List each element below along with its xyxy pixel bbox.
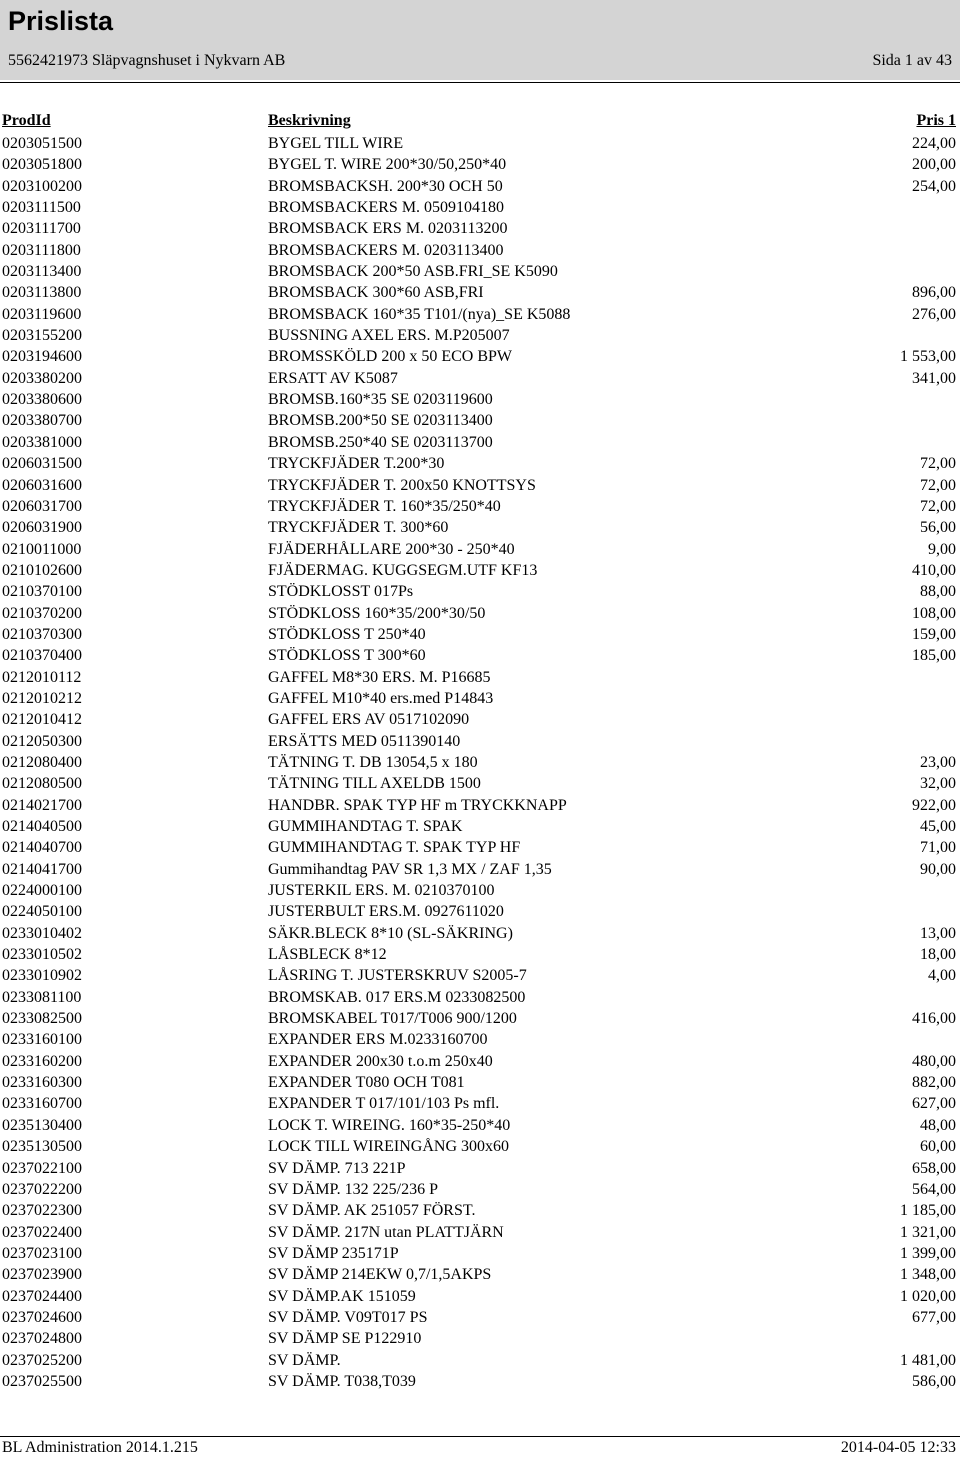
product-id-cell: 0237025500 bbox=[2, 1372, 82, 1390]
product-id-cell: 0203194600 bbox=[2, 348, 82, 366]
footer-timestamp: 2014-04-05 12:33 bbox=[840, 1439, 956, 1456]
description-cell: GAFFEL M10*40 ers.med P14843 bbox=[268, 689, 494, 707]
table-row bbox=[0, 944, 960, 965]
table-row bbox=[0, 987, 960, 1008]
price-cell: 1 020,00 bbox=[900, 1287, 956, 1305]
table-row bbox=[0, 346, 960, 367]
price-cell: 1 481,00 bbox=[900, 1351, 956, 1369]
product-id-cell: 0203051500 bbox=[2, 135, 82, 152]
product-id-cell: 0237025200 bbox=[2, 1351, 82, 1369]
price-cell: 922,00 bbox=[912, 796, 956, 814]
table-row bbox=[0, 176, 960, 197]
description-cell: BUSSNING AXEL ERS. M.P205007 bbox=[268, 327, 510, 345]
table-row bbox=[0, 325, 960, 346]
price-cell: 882,00 bbox=[912, 1074, 956, 1092]
product-id-cell: 0203113400 bbox=[2, 263, 82, 281]
table-row bbox=[0, 368, 960, 389]
table-row bbox=[0, 1093, 960, 1114]
product-id-cell: 0206031700 bbox=[2, 497, 82, 515]
table-row bbox=[0, 1029, 960, 1050]
table-row bbox=[0, 1072, 960, 1093]
price-cell: 159,00 bbox=[912, 625, 956, 643]
price-cell: 658,00 bbox=[912, 1159, 956, 1177]
description-cell: LÅSBLECK 8*12 bbox=[268, 946, 387, 964]
description-cell: GUMMIHANDTAG T. SPAK bbox=[268, 818, 463, 835]
table-row bbox=[0, 1222, 960, 1243]
page-number: Sida 1 av 43 bbox=[872, 52, 952, 69]
description-cell: FJÄDERHÅLLARE 200*30 - 250*40 bbox=[268, 540, 515, 558]
table-row bbox=[0, 901, 960, 922]
table-row bbox=[0, 282, 960, 303]
product-id-cell: 0212050300 bbox=[2, 732, 82, 750]
description-cell: BROMSBACK ERS M. 0203113200 bbox=[268, 220, 508, 238]
table-row bbox=[0, 880, 960, 901]
product-id-cell: 0210011000 bbox=[2, 540, 82, 558]
price-cell: 9,00 bbox=[928, 540, 956, 558]
description-cell: TRYCKFJÄDER T.200*30 bbox=[268, 455, 445, 473]
product-id-cell: 0206031600 bbox=[2, 476, 82, 494]
price-cell: 254,00 bbox=[912, 177, 956, 195]
table-row bbox=[0, 517, 960, 538]
price-cell: 72,00 bbox=[920, 476, 956, 494]
table-row bbox=[0, 816, 960, 837]
table-row bbox=[0, 603, 960, 624]
description-cell: ERSATT AV K5087 bbox=[268, 369, 398, 387]
description-cell: TRYCKFJÄDER T. 160*35/250*40 bbox=[268, 497, 501, 515]
product-id-cell: 0237023100 bbox=[2, 1244, 82, 1262]
price-cell: 410,00 bbox=[912, 561, 956, 579]
description-cell: ERSÄTTS MED 0511390140 bbox=[268, 732, 461, 750]
table-row bbox=[0, 1115, 960, 1136]
table-row bbox=[0, 1136, 960, 1157]
price-cell: 4,00 bbox=[928, 967, 956, 985]
product-id-cell: 0203155200 bbox=[2, 327, 82, 345]
description-cell: JUSTERBULT ERS.M. 0927611020 bbox=[268, 903, 504, 921]
product-id-cell: 0237024600 bbox=[2, 1308, 82, 1326]
table-row bbox=[0, 1286, 960, 1307]
description-cell: BROMSBACK 300*60 ASB,FRI bbox=[268, 284, 484, 302]
price-cell: 480,00 bbox=[912, 1052, 956, 1070]
price-cell: 32,00 bbox=[920, 775, 956, 793]
description-cell: SV DÄMP.AK 151059 bbox=[268, 1287, 416, 1305]
table-row bbox=[0, 1264, 960, 1285]
description-cell: SV DÄMP SE P122910 bbox=[268, 1330, 422, 1348]
price-cell: 13,00 bbox=[920, 924, 956, 942]
price-cell: 416,00 bbox=[912, 1010, 956, 1028]
table-row bbox=[0, 1243, 960, 1264]
page-title: Prislista bbox=[8, 6, 114, 36]
product-id-cell: 0203381000 bbox=[2, 433, 82, 451]
table-row bbox=[0, 453, 960, 474]
table-row bbox=[0, 496, 960, 517]
product-id-cell: 0203111500 bbox=[2, 199, 81, 217]
description-cell: HANDBR. SPAK TYP HF m TRYCKKNAPP bbox=[268, 796, 567, 814]
footer-divider bbox=[0, 1436, 960, 1437]
description-cell: BYGEL TILL WIRE bbox=[268, 135, 404, 152]
price-cell: 90,00 bbox=[920, 860, 956, 878]
table-row bbox=[0, 304, 960, 325]
product-id-cell: 0233160200 bbox=[2, 1052, 82, 1070]
description-cell: BROMSKABEL T017/T006 900/1200 bbox=[268, 1010, 517, 1028]
table-row bbox=[0, 1158, 960, 1179]
table-row bbox=[0, 133, 960, 154]
description-cell: GAFFEL ERS AV 0517102090 bbox=[268, 711, 470, 729]
description-cell: GUMMIHANDTAG T. SPAK TYP HF bbox=[268, 839, 521, 857]
product-id-cell: 0233160300 bbox=[2, 1074, 82, 1092]
product-id-cell: 0203111700 bbox=[2, 220, 81, 238]
product-id-cell: 0233010502 bbox=[2, 946, 82, 964]
table-row bbox=[0, 1008, 960, 1029]
table-row bbox=[0, 667, 960, 688]
table-row bbox=[0, 709, 960, 730]
price-cell: 23,00 bbox=[920, 753, 956, 771]
product-id-cell: 0203051800 bbox=[2, 156, 82, 174]
price-cell: 71,00 bbox=[920, 839, 956, 857]
table-header bbox=[0, 112, 960, 133]
price-cell: 60,00 bbox=[920, 1138, 956, 1156]
description-cell: BROMSSKÖLD 200 x 50 ECO BPW bbox=[268, 348, 513, 366]
description-cell: SV DÄMP 235171P bbox=[268, 1244, 399, 1262]
table-row bbox=[0, 965, 960, 986]
description-cell: SÄKR.BLECK 8*10 (SL-SÄKRING) bbox=[268, 924, 513, 942]
table-row bbox=[0, 261, 960, 282]
product-id-cell: 0214040700 bbox=[2, 839, 82, 857]
column-header-id: ProdId bbox=[2, 112, 51, 129]
product-id-cell: 0224000100 bbox=[2, 882, 82, 900]
description-cell: EXPANDER T080 OCH T081 bbox=[268, 1074, 465, 1092]
product-id-cell: 0224050100 bbox=[2, 903, 82, 921]
description-cell: GAFFEL M8*30 ERS. M. P16685 bbox=[268, 668, 491, 686]
product-id-cell: 0233082500 bbox=[2, 1010, 82, 1028]
product-id-cell: 0212010112 bbox=[2, 668, 82, 686]
price-cell: 72,00 bbox=[920, 455, 956, 473]
price-cell: 586,00 bbox=[912, 1372, 956, 1390]
price-cell: 564,00 bbox=[912, 1180, 956, 1198]
description-cell: SV DÄMP. T038,T039 bbox=[268, 1372, 416, 1390]
price-cell: 45,00 bbox=[920, 818, 956, 835]
table-row bbox=[0, 197, 960, 218]
product-id-cell: 0203380200 bbox=[2, 369, 82, 387]
product-id-cell: 0203100200 bbox=[2, 177, 82, 195]
table-row bbox=[0, 1350, 960, 1371]
description-cell: SV DÄMP. bbox=[268, 1351, 341, 1369]
product-id-cell: 0233160700 bbox=[2, 1095, 82, 1113]
description-cell: BROMSBACK 200*50 ASB.FRI_SE K5090 bbox=[268, 263, 558, 281]
title-bar bbox=[0, 0, 960, 80]
product-id-cell: 0210370400 bbox=[2, 647, 82, 665]
product-id-cell: 0206031900 bbox=[2, 519, 82, 537]
description-cell: STÖDKLOSS T 300*60 bbox=[268, 647, 426, 665]
price-cell: 677,00 bbox=[912, 1308, 956, 1326]
product-id-cell: 0233010902 bbox=[2, 967, 82, 985]
table-row bbox=[0, 731, 960, 752]
table-row bbox=[0, 645, 960, 666]
table-row bbox=[0, 837, 960, 858]
description-cell: EXPANDER ERS M.0233160700 bbox=[268, 1031, 488, 1049]
table-row bbox=[0, 795, 960, 816]
table-row bbox=[0, 560, 960, 581]
description-cell: SV DÄMP. V09T017 PS bbox=[268, 1308, 428, 1326]
table-row bbox=[0, 581, 960, 602]
description-cell: BROMSBACKERS M. 0203113400 bbox=[268, 241, 504, 259]
table-row bbox=[0, 1179, 960, 1200]
product-id-cell: 0203111800 bbox=[2, 241, 81, 259]
column-header-price: Pris 1 bbox=[916, 112, 956, 129]
description-cell: EXPANDER 200x30 t.o.m 250x40 bbox=[268, 1052, 493, 1070]
product-id-cell: 0203119600 bbox=[2, 305, 82, 323]
product-id-cell: 0206031500 bbox=[2, 455, 82, 473]
price-cell: 108,00 bbox=[912, 604, 956, 622]
description-cell: BROMSB.200*50 SE 0203113400 bbox=[268, 412, 493, 430]
table-row bbox=[0, 859, 960, 880]
description-cell: BROMSKAB. 017 ERS.M 0233082500 bbox=[268, 988, 526, 1006]
table-row bbox=[0, 432, 960, 453]
product-id-cell: 0212010412 bbox=[2, 711, 82, 729]
description-cell: TRYCKFJÄDER T. 200x50 KNOTTSYS bbox=[268, 476, 536, 494]
price-cell: 341,00 bbox=[912, 369, 956, 387]
description-cell: FJÄDERMAG. KUGGSEGM.UTF KF13 bbox=[268, 561, 538, 579]
product-id-cell: 0237022200 bbox=[2, 1180, 82, 1198]
price-cell: 1 185,00 bbox=[900, 1202, 956, 1220]
description-cell: Gummihandtag PAV SR 1,3 MX / ZAF 1,35 bbox=[268, 860, 552, 878]
description-cell: JUSTERKIL ERS. M. 0210370100 bbox=[268, 882, 495, 900]
product-id-cell: 0210370100 bbox=[2, 583, 82, 601]
price-cell: 1 399,00 bbox=[900, 1244, 956, 1262]
price-cell: 896,00 bbox=[912, 284, 956, 302]
table-row bbox=[0, 475, 960, 496]
product-id-cell: 0210370300 bbox=[2, 625, 82, 643]
product-id-cell: 0237022100 bbox=[2, 1159, 82, 1177]
description-cell: BROMSB.160*35 SE 0203119600 bbox=[268, 391, 493, 409]
table-row bbox=[0, 410, 960, 431]
header-divider bbox=[0, 82, 960, 83]
product-id-cell: 0214021700 bbox=[2, 796, 82, 814]
footer-software: BL Administration 2014.1.215 bbox=[2, 1439, 198, 1456]
description-cell: STÖDKLOSS 160*35/200*30/50 bbox=[268, 604, 486, 622]
description-cell: SV DÄMP. 132 225/236 P bbox=[268, 1180, 438, 1198]
price-cell: 627,00 bbox=[912, 1095, 956, 1113]
description-cell: EXPANDER T 017/101/103 Ps mfl. bbox=[268, 1095, 500, 1113]
table-row bbox=[0, 773, 960, 794]
product-id-cell: 0203380600 bbox=[2, 391, 82, 409]
description-cell: SV DÄMP. 713 221P bbox=[268, 1159, 406, 1177]
description-cell: STÖDKLOSS T 250*40 bbox=[268, 625, 426, 643]
product-id-cell: 0237022300 bbox=[2, 1202, 82, 1220]
table-row bbox=[0, 218, 960, 239]
description-cell: BROMSBACKERS M. 0509104180 bbox=[268, 199, 505, 217]
price-cell: 48,00 bbox=[920, 1116, 956, 1134]
description-cell: LÅSRING T. JUSTERSKRUV S2005-7 bbox=[268, 967, 527, 985]
product-id-cell: 0237022400 bbox=[2, 1223, 82, 1241]
table-row bbox=[0, 389, 960, 410]
product-id-cell: 0237024800 bbox=[2, 1330, 82, 1348]
price-cell: 276,00 bbox=[912, 305, 956, 323]
product-id-cell: 0212080500 bbox=[2, 775, 82, 793]
price-cell: 72,00 bbox=[920, 497, 956, 515]
table-row bbox=[0, 923, 960, 944]
table-row bbox=[0, 1371, 960, 1392]
price-cell: 56,00 bbox=[920, 519, 956, 537]
description-cell: LOCK T. WIREING. 160*35-250*40 bbox=[268, 1116, 511, 1134]
description-cell: SV DÄMP 214EKW 0,7/1,5AKPS bbox=[268, 1266, 492, 1284]
price-cell: 88,00 bbox=[920, 583, 956, 601]
description-cell: TÄTNING T. DB 13054,5 x 180 bbox=[268, 753, 478, 771]
description-cell: TÄTNING TILL AXELDB 1500 bbox=[268, 775, 481, 793]
product-id-cell: 0233010402 bbox=[2, 924, 82, 942]
description-cell: STÖDKLOSST 017Ps bbox=[268, 583, 414, 601]
description-cell: LOCK TILL WIREINGÅNG 300x60 bbox=[268, 1138, 510, 1156]
table-row bbox=[0, 539, 960, 560]
table-row bbox=[0, 1328, 960, 1349]
description-cell: BYGEL T. WIRE 200*30/50,250*40 bbox=[268, 156, 507, 174]
description-cell: BROMSBACK 160*35 T101/(nya)_SE K5088 bbox=[268, 305, 571, 323]
product-id-cell: 0212010212 bbox=[2, 689, 82, 707]
price-cell: 1 553,00 bbox=[900, 348, 956, 366]
product-id-cell: 0210102600 bbox=[2, 561, 82, 579]
product-id-cell: 0203380700 bbox=[2, 412, 82, 430]
description-cell: TRYCKFJÄDER T. 300*60 bbox=[268, 519, 449, 537]
price-cell: 224,00 bbox=[912, 135, 956, 152]
table-row bbox=[0, 752, 960, 773]
table-row bbox=[0, 1307, 960, 1328]
table-row bbox=[0, 1051, 960, 1072]
description-cell: SV DÄMP. AK 251057 FÖRST. bbox=[268, 1202, 476, 1220]
product-id-cell: 0237023900 bbox=[2, 1266, 82, 1284]
product-id-cell: 0233081100 bbox=[2, 988, 82, 1006]
product-id-cell: 0235130400 bbox=[2, 1116, 82, 1134]
company-name: 5562421973 Släpvagnshuset i Nykvarn AB bbox=[8, 52, 286, 69]
description-cell: BROMSBACKSH. 200*30 OCH 50 bbox=[268, 177, 503, 195]
table-row bbox=[0, 688, 960, 709]
description-cell: SV DÄMP. 217N utan PLATTJÄRN bbox=[268, 1223, 504, 1241]
price-table bbox=[0, 133, 960, 1392]
price-cell: 200,00 bbox=[912, 156, 956, 174]
table-row bbox=[0, 624, 960, 645]
product-id-cell: 0214041700 bbox=[2, 860, 82, 878]
product-id-cell: 0237024400 bbox=[2, 1287, 82, 1305]
product-id-cell: 0235130500 bbox=[2, 1138, 82, 1156]
price-cell: 185,00 bbox=[912, 647, 956, 665]
product-id-cell: 0212080400 bbox=[2, 753, 82, 771]
description-cell: BROMSB.250*40 SE 0203113700 bbox=[268, 433, 493, 451]
price-cell: 1 348,00 bbox=[900, 1266, 956, 1284]
table-row bbox=[0, 240, 960, 261]
product-id-cell: 0210370200 bbox=[2, 604, 82, 622]
product-id-cell: 0233160100 bbox=[2, 1031, 82, 1049]
product-id-cell: 0214040500 bbox=[2, 818, 82, 835]
price-cell: 1 321,00 bbox=[900, 1223, 956, 1241]
product-id-cell: 0203113800 bbox=[2, 284, 82, 302]
price-cell: 18,00 bbox=[920, 946, 956, 964]
table-row bbox=[0, 1200, 960, 1221]
column-header-description: Beskrivning bbox=[268, 112, 351, 129]
table-row bbox=[0, 154, 960, 175]
